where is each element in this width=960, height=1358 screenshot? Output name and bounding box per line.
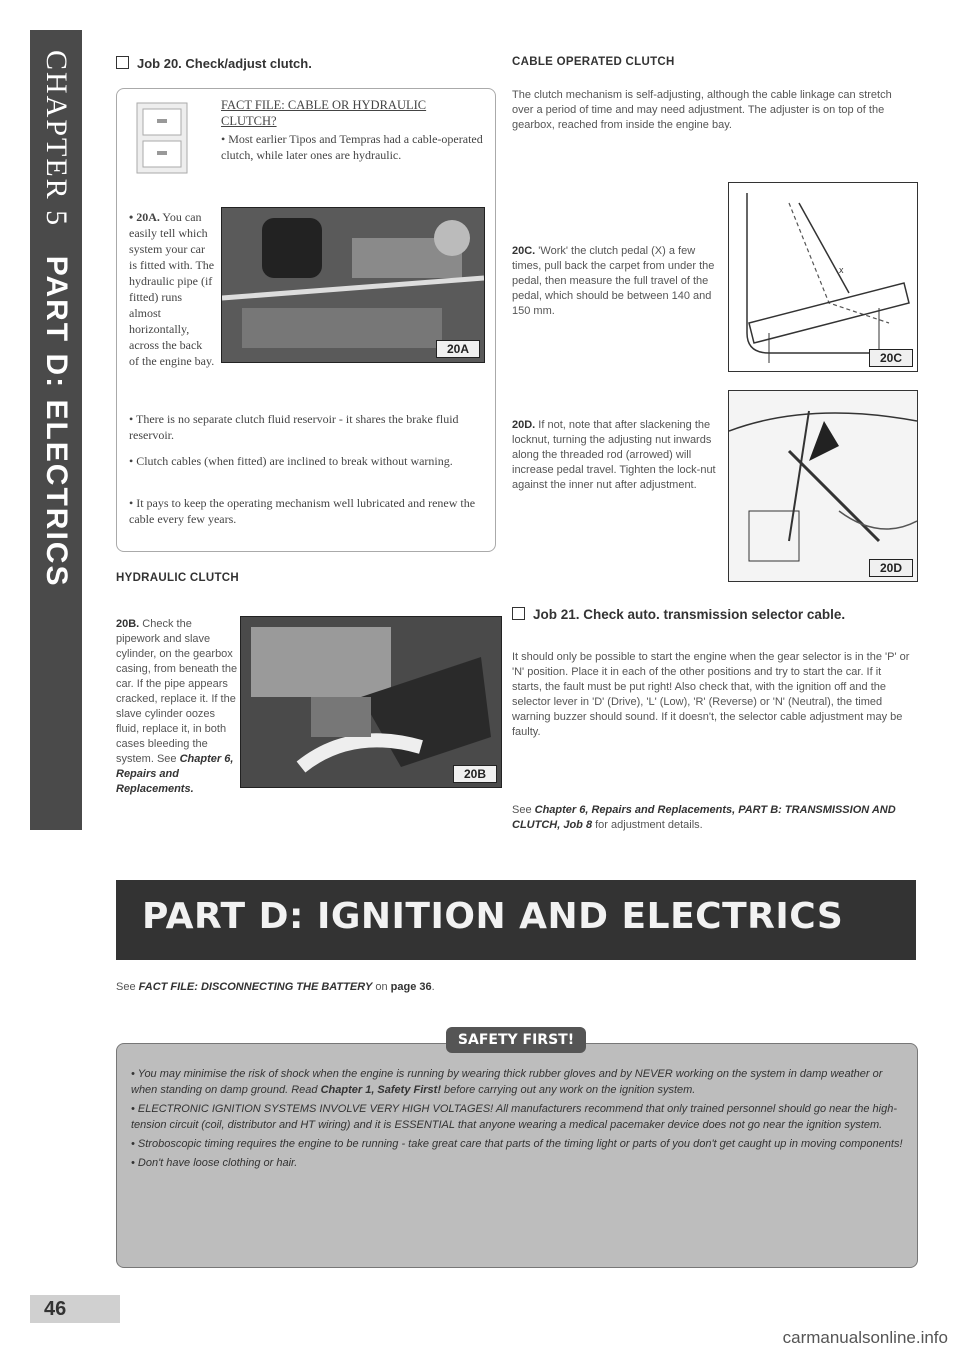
float-spacer bbox=[238, 617, 500, 789]
photo-tag-20a: 20A bbox=[436, 340, 480, 358]
checkbox-icon bbox=[512, 607, 525, 620]
filing-cabinet-icon bbox=[133, 99, 201, 177]
engine-bay-photo bbox=[222, 208, 484, 362]
factfile-bullet-2: • There is no separate clutch fluid reservoir - it shares the brake fluid reservoir. bbox=[129, 412, 459, 442]
safety-bullet-3: • Stroboscopic timing requires the engine to be running - take great care that parts of the timing light or parts of you don't get caught up in moving components! bbox=[131, 1138, 903, 1150]
watermark: carmanualsonline.info bbox=[782, 1328, 948, 1347]
factfile-bullet-4: • It pays to keep the operating mechanism well lubricated and renew the cable every few years. bbox=[129, 496, 476, 526]
hydraulic-heading: HYDRAULIC CLUTCH bbox=[116, 572, 239, 584]
page-number: 46 bbox=[30, 1295, 120, 1323]
text-20b: Check the pipework and slave cylinder, on the gearbox casing, from beneath the car. If the pipe appears cracked, replace it. If the slave cylinder oozes fluid, replace it, in both cases bleeding the system. See bbox=[116, 618, 238, 765]
job20-heading bbox=[116, 56, 312, 71]
part-d-see bbox=[116, 980, 816, 995]
cable-heading: CABLE OPERATED CLUTCH bbox=[512, 56, 675, 68]
lead-20d: 20D. bbox=[512, 419, 536, 431]
factfile-bullet-1: • Most earlier Tipos and Tempras had a cable-operated clutch, while later ones are hydraulic. bbox=[221, 132, 483, 162]
svg-text:x: x bbox=[839, 265, 844, 275]
chapter-sidebar bbox=[30, 30, 82, 830]
factfile-20a-text bbox=[129, 209, 215, 369]
part-d-see-ref[interactable]: FACT FILE: DISCONNECTING THE BATTERY bbox=[138, 981, 373, 993]
safety-bullet-2: • ELECTRONIC IGNITION SYSTEMS INVOLVE VERY HIGH VOLTAGES! All manufacturers recommend that only trained personnel should go near the high-tension circuit (coil, distributor and HT wiring) and it is ESSENTIAL that anyone wearing a medical pacemaker device does not go near the ignition system. bbox=[131, 1103, 898, 1131]
text-20a: You can easily tell which system your car is fitted with. The hydraulic pipe (if fitted) runs almost horizontally, across the back of the engine bay. bbox=[129, 210, 215, 368]
factfile-title: FACT FILE: CABLE OR HYDRAULIC CLUTCH? bbox=[221, 98, 427, 128]
part-d-banner-title: PART D: IGNITION AND ELECTRICS bbox=[142, 896, 844, 937]
safety-bullet-1 bbox=[131, 1066, 903, 1098]
lead-20c: 20C. bbox=[512, 245, 536, 257]
safety-bullet-4: • Don't have loose clothing or hair. bbox=[131, 1157, 298, 1169]
job21-heading bbox=[512, 607, 845, 622]
job21-see-pre: See bbox=[512, 804, 535, 816]
part-d-see-post: . bbox=[431, 981, 435, 993]
safety-bullet-1a: • You may minimise the risk of shock when the engine is running by wearing thick rubber gloves and by NEVER working on the system in damp weather or when standing on damp ground. Read bbox=[131, 1068, 883, 1096]
safety-first-box bbox=[116, 1032, 918, 1268]
safety-bullet-1b: before carrying out any work on the ignition system. bbox=[441, 1084, 696, 1096]
part-d-see-mid: on bbox=[372, 981, 391, 993]
diagram-20d bbox=[728, 390, 918, 582]
text-20c: 'Work' the clutch pedal (X) a few times, pull back the carpet from under the pedal, then measure the full travel of the pedal, which should be between 140 and 150 mm. bbox=[512, 245, 715, 317]
job21-see bbox=[512, 803, 912, 833]
checkbox-icon bbox=[116, 56, 129, 69]
photo-tag-20c: 20C bbox=[869, 349, 913, 367]
job21-see-post: for adjustment details. bbox=[592, 819, 703, 831]
sidebar-chapter: CHAPTER 5 bbox=[40, 50, 73, 228]
photo-tag-20b: 20B bbox=[453, 765, 497, 783]
job21-text: It should only be possible to start the engine when the gear selector is in the 'P' or 'N' position. Place it in each of the other positions and try to start the car. If it starts, the fault must be put right! Also check that, with the ignition off and the selector lever in 'D' (Drive), 'L' (Low), 'R' (Reverse) or 'N' (Neutral), the timed warning buzzer should sound. If it doesn't, the selector cable adjustment may be faulty. bbox=[512, 651, 910, 738]
cable-intro: The clutch mechanism is self-adjusting, although the cable linkage can stretch over a period of time and may need adjustment. The adjuster is on top of the gearbox, reached from inside the engine bay. bbox=[512, 89, 892, 131]
factfile-box bbox=[116, 88, 496, 552]
part-d-see-page[interactable]: page 36 bbox=[390, 981, 432, 993]
text-20d-wrap bbox=[512, 418, 722, 493]
lead-20b: 20B. bbox=[116, 618, 140, 630]
part-d-see-pre: See bbox=[116, 981, 139, 993]
sidebar-title bbox=[39, 50, 73, 587]
lead-20a: • 20A. bbox=[129, 210, 160, 224]
job21-see-ref[interactable]: Chapter 6, Repairs and Replacements, PART B: TRANSMISSION AND CLUTCH, Job 8 bbox=[512, 804, 896, 831]
safety-first-title: SAFETY FIRST! bbox=[446, 1027, 586, 1053]
job21-heading-text: Job 21. Check auto. transmission selector cable. bbox=[533, 607, 846, 622]
adjuster-diagram bbox=[729, 391, 917, 581]
safety-items bbox=[131, 1066, 903, 1174]
ref-20b[interactable]: Chapter 6, Repairs and Replacements. bbox=[116, 753, 234, 795]
sidebar-part: PART D: ELECTRICS bbox=[40, 255, 73, 588]
safety-bullet-1-ref[interactable]: Chapter 1, Safety First! bbox=[320, 1084, 441, 1096]
job20-heading-text: Job 20. Check/adjust clutch. bbox=[137, 56, 312, 71]
diagram-20c bbox=[728, 182, 918, 372]
photo-20a bbox=[221, 207, 485, 363]
pedal-diagram bbox=[729, 183, 917, 371]
hydraulic-text bbox=[116, 617, 500, 797]
photo-tag-20d: 20D bbox=[869, 559, 913, 577]
text-20d: If not, note that after slackening the locknut, turning the adjusting nut inwards along the threaded rod (arrowed) will increase pedal travel. Tighten the lock-nut against the inner nut after adjustment. bbox=[512, 419, 716, 491]
part-d-banner bbox=[116, 880, 916, 960]
text-20c-wrap bbox=[512, 244, 722, 319]
factfile-bullet-3: • Clutch cables (when fitted) are inclined to break without warning. bbox=[129, 454, 453, 468]
